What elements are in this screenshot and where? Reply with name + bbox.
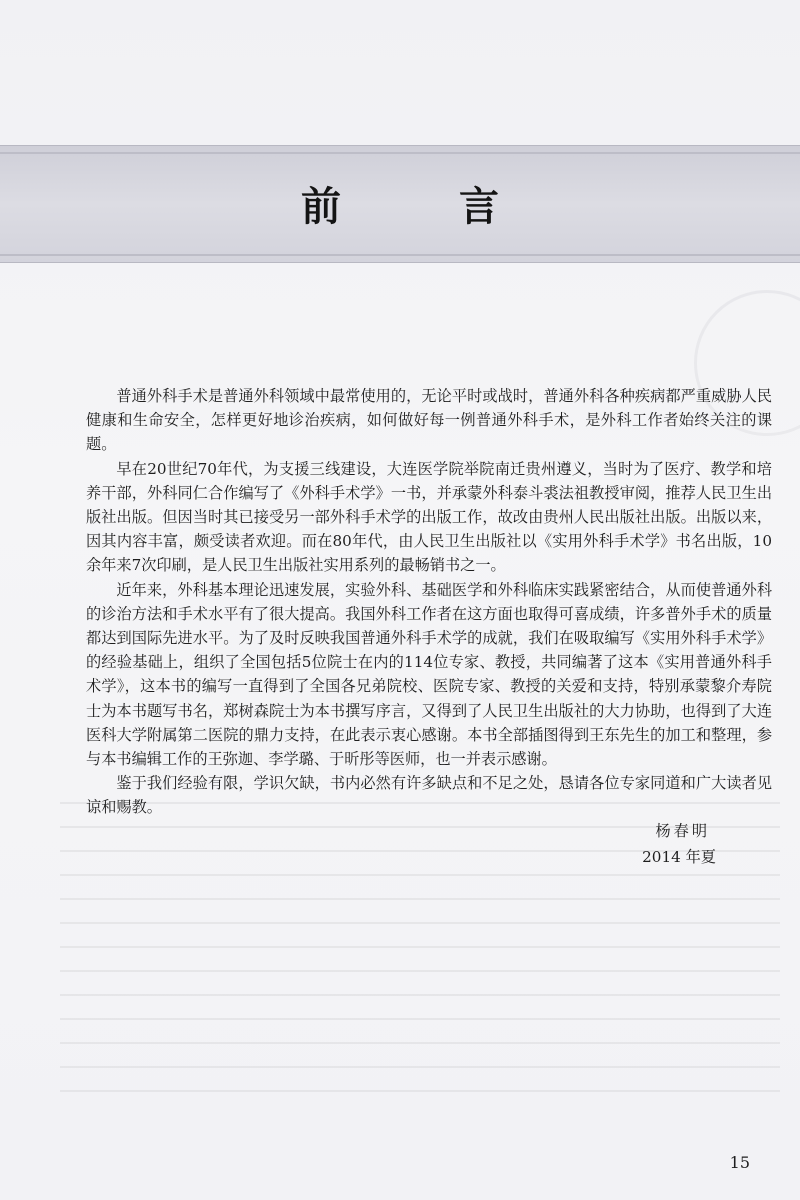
signature-block [642,818,716,870]
paragraph: 近年来，外科基本理论迅速发展，实验外科、基础医学和外科临床实践紧密结合，从而使普通外科的诊治方法和手术水平有了很大提高。我国外科工作者在这方面也取得可喜成绩，许多普外手术的质量都达到国际先进水平。为了及时反映我国普通外科手术学的成就，我们在吸取编写《实用外科手术学》的经验基础上，组织了全国包括5位院士在内的114位专家、教授，共同编著了这本《实用普通外科手术学》，这本书的编写一直得到了全国各兄弟院校、医院专家、教授的关爱和支持，特别承蒙黎介寿院士为本书题写书名，郑树森院士为本书撰写序言，又得到了人民卫生出版社的大力协助，也得到了大连医科大学附属第二医院的鼎力支持，在此表示衷心感谢。本书全部插图得到王东先生的加工和整理，参与本书编辑工作的王弥迦、李学璐、于昕彤等医师，也一并表示感谢。 [86,580,772,769]
page-number: 15 [729,1153,750,1172]
paragraph: 鉴于我们经验有限，学识欠缺，书内必然有许多缺点和不足之处，恳请各位专家同道和广大读者见谅和赐教。 [86,774,772,817]
preface-body [86,384,772,820]
page-title: 前 言 [301,183,551,230]
paragraph: 普通外科手术是普通外科领域中最常使用的，无论平时或战时，普通外科各种疾病都严重威胁人民健康和生命安全，怎样更好地诊治疾病，如何做好每一例普通外科手术，是外科工作者始终关注的课题。 [86,387,772,454]
author-name: 杨春明 [655,822,710,840]
signature-date: 2014 年夏 [642,848,716,866]
paragraph: 早在20世纪70年代，为支援三线建设，大连医学院举院南迁贵州遵义，当时为了医疗、教学和培养干部，外科同仁合作编写了《外科手术学》一书，并承蒙外科泰斗裘法祖教授审阅，推荐人民卫生出版社出版。但因当时其已接受另一部外科手术学的出版工作，故改由贵州人民出版社出版。出版以来，因其内容丰富，颇受读者欢迎。而在80年代，由人民卫生出版社以《实用外科手术学》书名出版，10余年来7次印刷，是人民卫生出版社实用系列的最畅销书之一。 [86,459,772,575]
